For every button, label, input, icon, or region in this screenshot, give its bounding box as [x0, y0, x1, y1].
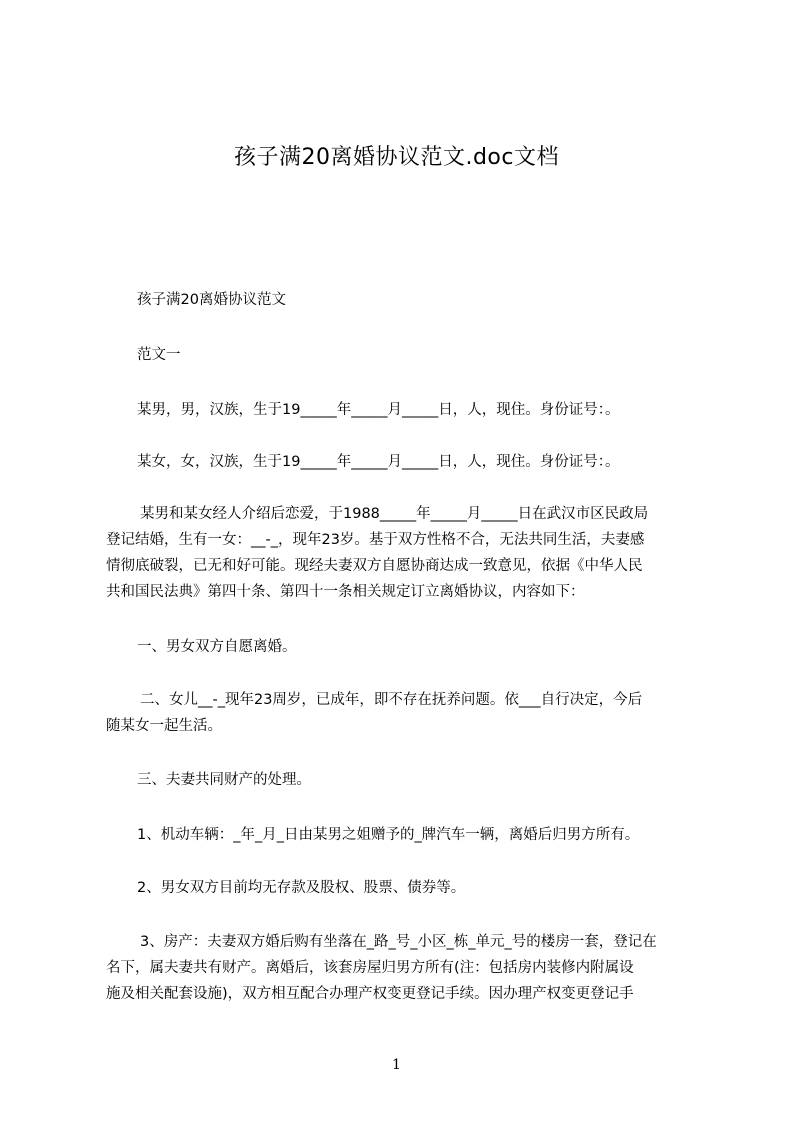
- intro-line: 共和国民法典》第四十条、第四十一条相关规定订立离婚协议，内容如下：: [106, 584, 585, 600]
- document-title: 孩子满20离婚协议范文.doc文档: [233, 145, 559, 170]
- party-male-paragraph: 某男，男，汉族，生于19_____年_____月_____日，人，现住。身份证号：。: [137, 402, 620, 418]
- intro-line: 登记结婚，生有一女：__-_，现年23岁。基于双方性格不合，无法共同生活，夫妻感: [106, 532, 645, 548]
- intro-line: 情彻底破裂，已无和好可能。现经夫妻双方自愿协商达成一致意见，依据《中华人民: [106, 558, 643, 574]
- document-heading: 孩子满20离婚协议范文: [137, 292, 286, 308]
- party-female-paragraph: 某女，女，汉族，生于19_____年_____月_____日，人，现住。身份证号：。: [137, 454, 620, 470]
- property-item-3-paragraph: [106, 929, 699, 1007]
- clause-3: 三、夫妻共同财产的处理。: [137, 772, 311, 788]
- clause-1: 一、男女双方自愿离婚。: [137, 639, 297, 655]
- property-item-3-line: 3、房产：夫妻双方婚后购有坐落在_路_号_小区_栋_单元_号的楼房一套，登记在: [140, 934, 657, 950]
- page-number: 1: [392, 1057, 401, 1073]
- clause-2-line: 二、女儿__-_现年23周岁，已成年，即不存在抚养问题。依___自行决定，今后: [140, 692, 643, 708]
- intro-paragraph: [106, 501, 699, 605]
- property-item-3-line: 施及相关配套设施)，双方相互配合办理产权变更登记手续。因办理产权变更登记手: [106, 986, 634, 1002]
- property-item-1: 1、机动车辆：_年_月_日由某男之姐赠予的_牌汽车一辆，离婚后归男方所有。: [137, 827, 640, 843]
- clause-2-paragraph: [106, 687, 699, 739]
- section-heading: 范文一: [137, 347, 181, 363]
- property-item-3-line: 名下，属夫妻共有财产。离婚后，该套房屋归男方所有(注：包括房内装修内附属设: [106, 960, 634, 976]
- property-item-2: 2、男女双方目前均无存款及股权、股票、债券等。: [137, 880, 466, 896]
- intro-line: 某男和某女经人介绍后恋爱，于1988_____年_____月_____日在武汉市区民政局: [140, 506, 649, 522]
- clause-2-line: 随某女一起生活。: [106, 718, 222, 734]
